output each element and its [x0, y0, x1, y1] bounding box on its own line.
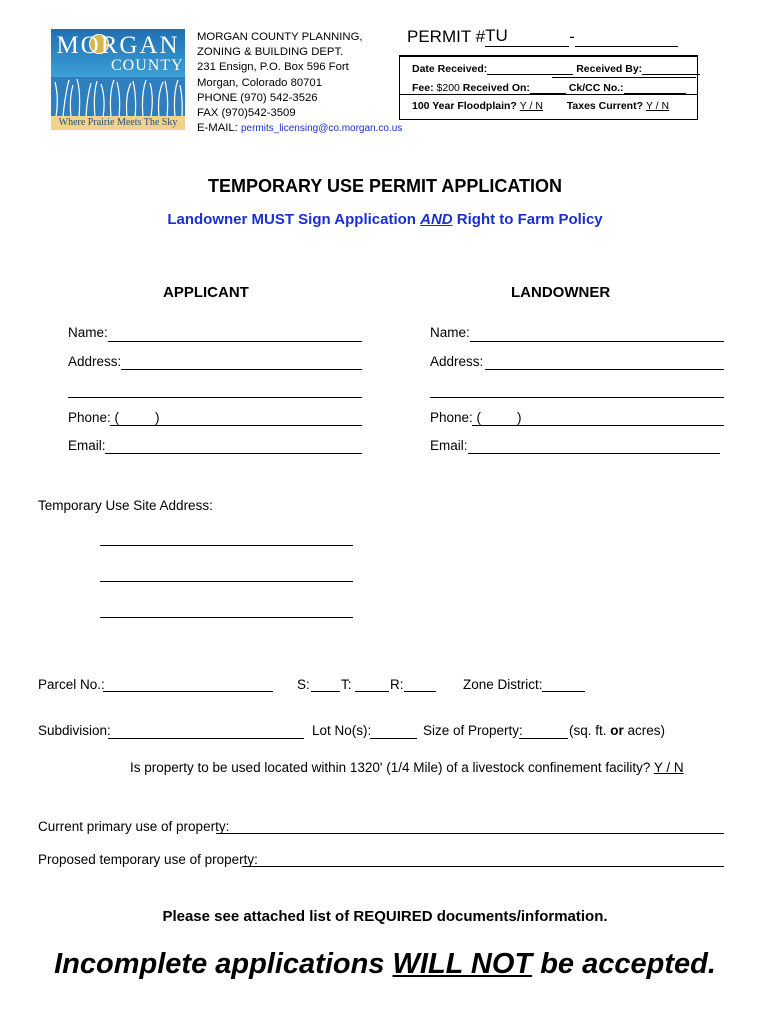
incomplete-emph: WILL NOT: [392, 948, 533, 980]
subtitle-part1: Landowner MUST Sign Application: [167, 211, 416, 228]
permit-prefix: PERMIT #: [407, 27, 486, 46]
landowner-heading: LANDOWNER: [511, 284, 611, 301]
taxes-label: Taxes Current?: [566, 100, 644, 112]
zone-district-label: Zone District:: [463, 677, 543, 692]
permit-code: TU: [485, 26, 508, 45]
applicant-heading: APPLICANT: [163, 284, 249, 301]
logo-tagline: Where Prairie Meets The Sky: [51, 116, 185, 130]
applicant-phone-label: Phone: ( ): [68, 410, 160, 425]
site-address-label: Temporary Use Site Address:: [38, 498, 213, 513]
lot-label: Lot No(s):: [312, 723, 372, 738]
current-use-field[interactable]: [216, 833, 724, 834]
landowner-email-field[interactable]: [468, 453, 720, 454]
landowner-phone-field[interactable]: [472, 425, 724, 426]
subtitle-part2: Right to Farm Policy: [456, 211, 603, 228]
logo-word-top: MORGAN: [56, 32, 180, 59]
subdivision-field[interactable]: [108, 738, 304, 739]
received-on-field[interactable]: [530, 81, 566, 94]
received-by-label: Received By:: [576, 63, 643, 75]
incomplete-warning: [0, 948, 770, 981]
landowner-address-field-2[interactable]: [430, 397, 724, 398]
dept-phone: PHONE (970) 542-3526: [197, 91, 318, 104]
ckcc-field[interactable]: [624, 81, 686, 94]
county-logo: [51, 29, 185, 130]
applicant-email-field[interactable]: [105, 453, 362, 454]
floodplain-label: 100 Year Floodplain?: [412, 100, 517, 112]
form-subtitle: [0, 211, 770, 228]
received-on-label: Received On:: [462, 82, 530, 94]
applicant-phone-field[interactable]: [110, 425, 362, 426]
email-link[interactable]: permits_licensing@co.morgan.co.us: [240, 123, 403, 135]
range-field[interactable]: [404, 691, 436, 692]
range-label: R:: [390, 677, 404, 692]
ckcc-label: Ck/CC No.:: [568, 82, 624, 94]
dept-fax: FAX (970)542-3509: [197, 107, 296, 120]
landowner-address-label: Address:: [430, 354, 484, 369]
permit-dash: -: [569, 27, 575, 46]
size-unit: (sq. ft. or acres): [569, 723, 666, 738]
proposed-use-label: Proposed temporary use of property:: [38, 852, 258, 867]
site-address-line-1[interactable]: [100, 545, 353, 546]
landowner-email-label: Email:: [430, 438, 468, 453]
livestock-question: [130, 760, 684, 775]
date-received-label: Date Received:: [412, 63, 488, 75]
township-field[interactable]: [355, 691, 389, 692]
incomplete-post: be accepted.: [540, 948, 716, 980]
livestock-yn[interactable]: Y / N: [653, 760, 684, 775]
permit-code-field[interactable]: [485, 26, 569, 47]
department-info: [197, 30, 402, 136]
permit-number-field[interactable]: [575, 26, 678, 47]
applicant-name-label: Name:: [68, 325, 108, 340]
parcel-no-label: Parcel No.:: [38, 677, 105, 692]
floodplain-yn[interactable]: Y / N: [519, 100, 543, 112]
date-received-field[interactable]: [487, 62, 573, 75]
size-label: Size of Property:: [423, 723, 523, 738]
current-use-label: Current primary use of property:: [38, 819, 230, 834]
applicant-name-field[interactable]: [108, 341, 362, 342]
section-label: S:: [297, 677, 310, 692]
dept-line4: Morgan, Colorado 80701: [197, 76, 322, 89]
proposed-use-field[interactable]: [242, 866, 724, 867]
form-title: TEMPORARY USE PERMIT APPLICATION: [207, 176, 563, 196]
applicant-email-label: Email:: [68, 438, 106, 453]
received-by-field[interactable]: [642, 62, 700, 75]
incomplete-pre: Incomplete applications: [54, 948, 385, 980]
fee-value: $200: [436, 82, 460, 94]
dept-line3: 231 Ensign, P.O. Box 596 Fort: [197, 61, 349, 74]
email-label: E-MAIL:: [197, 122, 238, 135]
landowner-name-field[interactable]: [470, 341, 724, 342]
parcel-no-field[interactable]: [103, 691, 273, 692]
landowner-address-field[interactable]: [485, 369, 724, 370]
required-documents-notice: Please see attached list of REQUIRED documents/information.: [162, 908, 608, 925]
taxes-yn[interactable]: Y / N: [645, 100, 670, 112]
permit-number: [407, 26, 678, 47]
applicant-address-label: Address:: [68, 354, 122, 369]
lot-field[interactable]: [370, 738, 417, 739]
dept-line2: ZONING & BUILDING DEPT.: [197, 46, 344, 59]
office-use-box: [399, 55, 698, 120]
landowner-phone-label: Phone: ( ): [430, 410, 522, 425]
zone-district-field[interactable]: [542, 691, 585, 692]
livestock-question-text: Is property to be used located within 1320' (1/4 Mile) of a livestock confinement facility?: [130, 760, 651, 775]
landowner-name-label: Name:: [430, 325, 470, 340]
dept-line1: MORGAN COUNTY PLANNING,: [197, 31, 363, 43]
size-field[interactable]: [519, 738, 568, 739]
township-label: T:: [341, 677, 352, 692]
prairie-grass-icon: [51, 77, 185, 117]
section-field[interactable]: [311, 691, 340, 692]
applicant-address-field[interactable]: [121, 369, 362, 370]
site-address-line-2[interactable]: [100, 581, 353, 582]
applicant-address-field-2[interactable]: [68, 397, 362, 398]
subtitle-and: AND: [420, 211, 453, 228]
site-address-line-3[interactable]: [100, 617, 353, 618]
logo-word-bottom: COUNTY: [111, 57, 184, 74]
subdivision-label: Subdivision:: [38, 723, 111, 738]
fee-label: Fee:: [412, 82, 434, 94]
